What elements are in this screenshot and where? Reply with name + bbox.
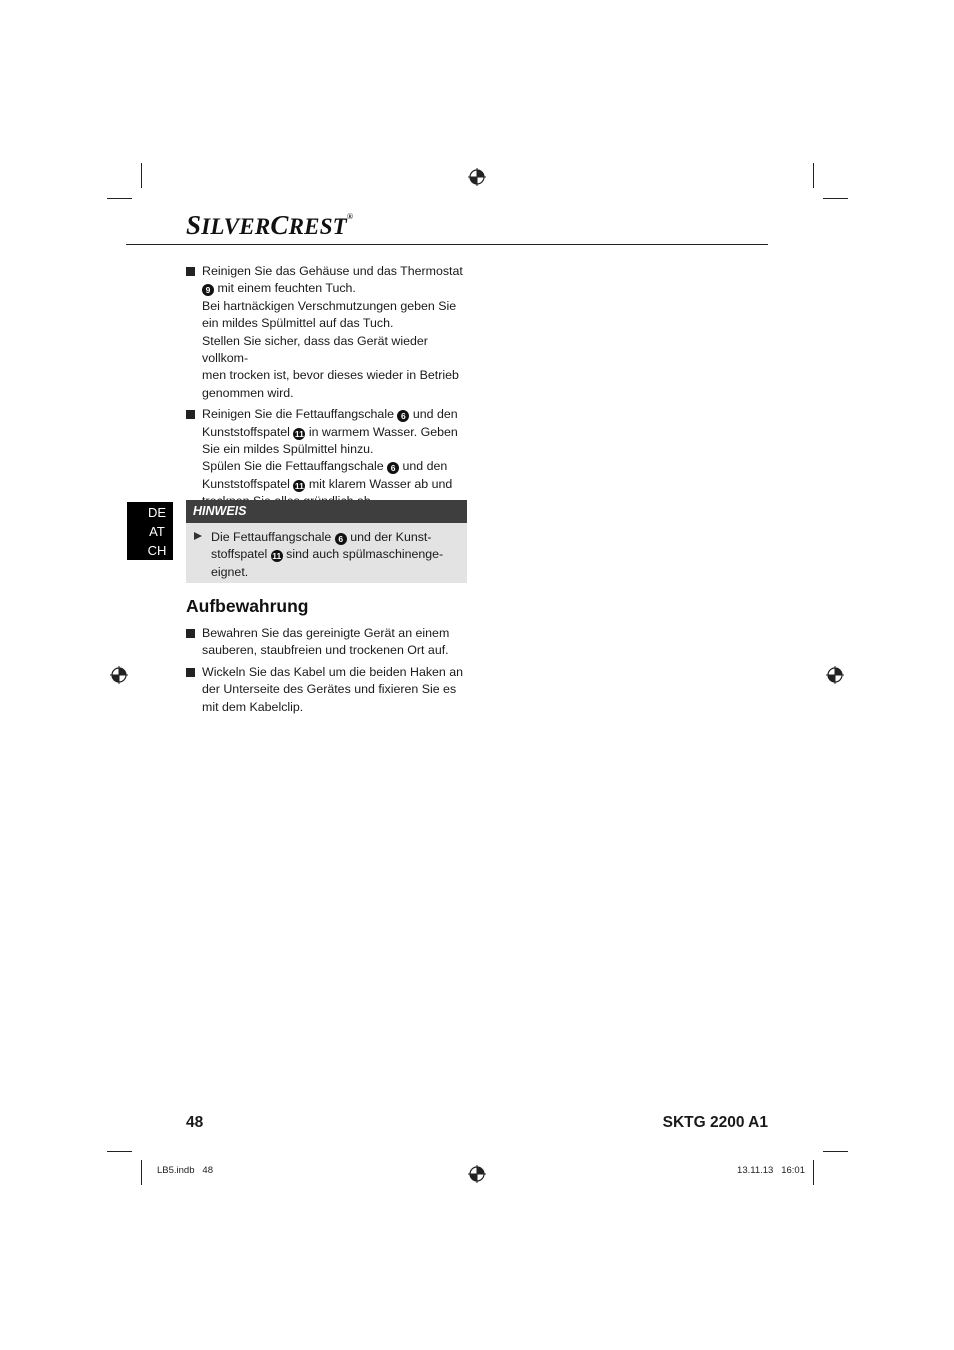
text-run: genommen wird. [202, 385, 294, 400]
text-run: Reinigen Sie das Gehäuse und das Thermostat [202, 264, 463, 278]
text-run: Reinigen Sie die Fettauffangschale [202, 407, 398, 422]
text-line [211, 529, 461, 546]
crop-mark [107, 198, 132, 199]
registration-mark-icon [468, 168, 486, 186]
text-run: und den [409, 407, 458, 422]
part-number-badge: 11 [294, 480, 304, 491]
text-line [211, 564, 461, 581]
bullet-square-icon [186, 629, 195, 638]
list-item [186, 406, 470, 510]
text-line [202, 280, 470, 297]
part-number-badge: 11 [294, 428, 304, 439]
brand-logo: SILVERCREST® [186, 210, 354, 240]
section-title: Aufbewahrung [186, 596, 309, 616]
bullet-square-icon [186, 668, 195, 677]
text-run: Die Fettauffangschale [211, 530, 335, 544]
text-run: mit einem feuchten Tuch. [214, 281, 356, 296]
crop-mark [141, 1160, 142, 1185]
text-run: mit dem Kabelclip. [202, 699, 304, 714]
part-number-badge: 6 [387, 462, 399, 474]
part-number-badge: 9 [202, 284, 214, 296]
language-code: CH [147, 543, 167, 558]
bullet-square-icon [186, 410, 195, 419]
model-name: SKTG 2200 A1 [662, 1114, 768, 1131]
text-run: mit klarem Wasser ab und [305, 476, 453, 491]
text-line [202, 441, 470, 458]
list-item [186, 625, 470, 660]
bullet-list-cleaning [186, 263, 470, 515]
note-text [211, 529, 461, 581]
text-run: Kunststoffspatel [202, 476, 294, 491]
language-code: AT [149, 524, 165, 539]
part-number-badge: 11 [272, 551, 282, 562]
text-line [202, 458, 470, 475]
text-line [202, 625, 470, 642]
text-line [202, 424, 470, 441]
text-run: Sie ein mildes Spülmittel hinzu. [202, 442, 374, 457]
text-line [202, 476, 470, 493]
text-run: und den [399, 459, 448, 474]
text-line [202, 664, 470, 681]
note-body [186, 523, 467, 583]
bullet-list-storage [186, 625, 470, 720]
text-line [211, 546, 461, 563]
text-run: men trocken ist, bevor dieses wieder in Betrieb [202, 368, 459, 383]
list-item [186, 664, 470, 716]
text-line [202, 298, 470, 315]
text-line [202, 315, 470, 332]
text-run: Spülen Sie die Fettauffangschale [202, 459, 388, 474]
arrow-right-icon [194, 532, 202, 540]
crop-mark [823, 1151, 848, 1152]
text-run: Bewahren Sie das gereinigte Gerät an einem [202, 626, 450, 640]
crop-mark [823, 198, 848, 199]
note-title: HINWEIS [193, 504, 247, 518]
text-run: sauberen, staubfreien und trockenen Ort auf. [202, 643, 449, 658]
text-line [202, 406, 470, 423]
text-line [202, 681, 470, 698]
text-run: Bei hartnäckigen Verschmutzungen geben Sie [202, 298, 457, 313]
text-run: eignet. [211, 564, 249, 579]
bullet-square-icon [186, 267, 195, 276]
crop-mark [107, 1151, 132, 1152]
registration-mark-icon [468, 1165, 486, 1183]
crop-mark [813, 163, 814, 188]
text-run: sind auch spülmaschinenge- [282, 547, 444, 562]
page-number: 48 [186, 1114, 204, 1131]
list-item [186, 263, 470, 402]
registration-mark-icon [110, 666, 128, 684]
text-run: in warmem Wasser. Geben [305, 424, 458, 439]
text-line [202, 367, 470, 384]
header-rule [126, 244, 768, 245]
text-run: stoffspatel [211, 547, 271, 562]
crop-mark [813, 1160, 814, 1185]
text-line [202, 263, 470, 280]
slug-date: 13.11.13 16:01 [737, 1165, 805, 1176]
text-line [202, 699, 470, 716]
note-header [186, 500, 467, 523]
text-run: Wickeln Sie das Kabel um die beiden Haken an [202, 664, 464, 679]
text-run: ein mildes Spülmittel auf das Tuch. [202, 316, 394, 331]
text-line [202, 642, 470, 659]
text-run: der Unterseite des Gerätes und fixieren Sie es [202, 682, 457, 697]
slug-file: LB5.indb 48 [157, 1165, 213, 1176]
language-code: DE [147, 505, 167, 520]
crop-mark [141, 163, 142, 188]
text-line [202, 333, 470, 368]
part-number-badge: 6 [397, 410, 409, 422]
text-line [202, 385, 470, 402]
registration-mark-icon [826, 666, 844, 684]
part-number-badge: 6 [335, 533, 347, 545]
text-run: Kunststoffspatel [202, 424, 294, 439]
text-run: und der Kunst- [346, 530, 432, 544]
text-run: Stellen Sie sicher, dass das Gerät wieder vollkom- [202, 333, 428, 366]
language-tab [127, 502, 173, 560]
